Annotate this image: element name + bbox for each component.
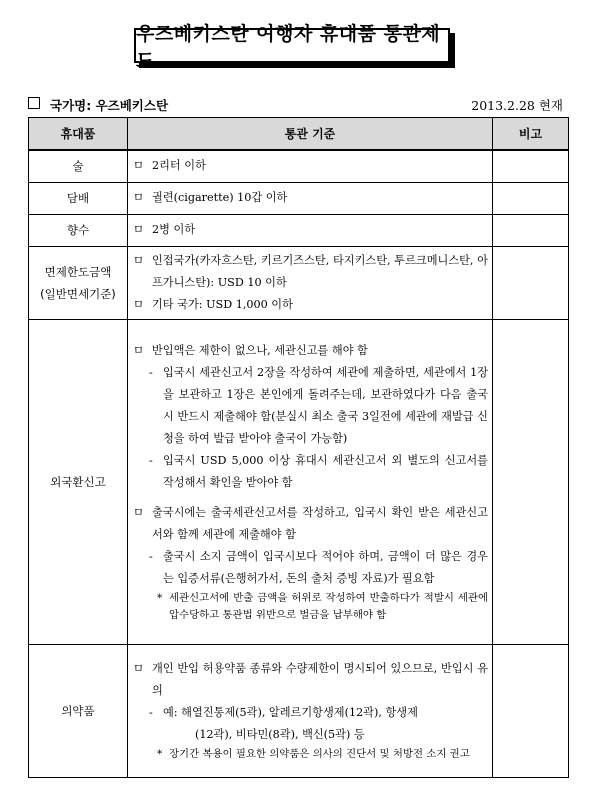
- table-row: [29, 246, 569, 319]
- list-item: - 예: 해열진통제(5곽), 알레르기항생제(12곽), 항생제: [141, 702, 488, 724]
- bullet-icon: ㅁ: [133, 191, 144, 204]
- criteria-cell: [128, 319, 493, 644]
- table-row: [29, 644, 569, 777]
- table-row: [29, 214, 569, 246]
- list-item-continuation: (12곽), 비타민(8곽), 백신(5곽) 등: [195, 728, 365, 741]
- category-cell: 의약품: [29, 644, 128, 777]
- list-item: - 입국시 USD 5,000 이상 휴대시 세관신고서 외 별도의 신고서를 작성해서 확인을 받아야 함: [141, 450, 488, 494]
- bullet-icon: ㅁ: [133, 159, 144, 173]
- category-cell: 담배: [29, 182, 128, 214]
- bullet-icon: ㅁ: [133, 343, 144, 357]
- category-cell: 외국환신고: [29, 319, 128, 644]
- remarks-cell: [493, 644, 569, 777]
- dash-icon: -: [149, 549, 153, 563]
- table-header-row: [29, 118, 569, 151]
- dash-icon: -: [149, 453, 153, 467]
- list-item: ㅁ 인접국가(카자흐스탄, 키르기즈스탄, 타지키스탄, 투르크메니스탄, 아프가니스탄): USD 10 이하: [133, 250, 488, 294]
- list-item: ㅁ 2병 이하: [133, 219, 488, 241]
- asterisk-icon: *: [157, 748, 163, 760]
- country-row: [28, 96, 568, 114]
- dash-icon: -: [149, 706, 153, 719]
- as-of-date: 2013.2.28 현재: [471, 98, 563, 113]
- criteria-cell: [128, 150, 493, 182]
- category-cell: 향수: [29, 214, 128, 246]
- page-title: 우즈베키스탄 여행자 휴대품 통관제도: [136, 22, 441, 72]
- country-label: 국가명: 우즈베키스탄: [50, 98, 169, 113]
- criteria-cell: [128, 246, 493, 319]
- remarks-cell: [493, 182, 569, 214]
- remarks-cell: [493, 150, 569, 182]
- note-item: * 세관신고서에 반출 금액을 허위로 작성하여 반출하다가 적발시 세관에 압수당하고 통관법 위반으로 벌금을 납부해야 함: [157, 591, 488, 621]
- title-box: [134, 22, 450, 72]
- bullet-icon: ㅁ: [133, 662, 144, 675]
- bullet-icon: ㅁ: [133, 223, 144, 236]
- dash-icon: -: [149, 365, 153, 379]
- bullet-icon: ㅁ: [133, 297, 144, 311]
- category-cell: 술: [29, 150, 128, 182]
- bullet-icon: ㅁ: [133, 505, 144, 519]
- criteria-cell: [128, 214, 493, 246]
- criteria-cell: [128, 644, 493, 777]
- criteria-cell: [128, 182, 493, 214]
- list-item: ㅁ 기타 국가: USD 1,000 이하: [133, 294, 488, 316]
- list-item: - 입국시 세관신고서 2장을 작성하여 세관에 제출하면, 세관에서 1장을 보관하고 1장은 본인에게 돌려주는데, 보관하였다가 다음 출국시 반드시 제출해야 함(분실시 최소 출국 3일전에 세관에 재발급 신청을 하여 발급 받아야 출국이 가능함): [141, 362, 488, 450]
- list-item: ㅁ 2리터 이하: [133, 155, 488, 177]
- table-row: [29, 150, 569, 182]
- column-header: 통관 기준: [128, 118, 493, 151]
- column-header: 휴대품: [29, 118, 128, 151]
- remarks-cell: [493, 246, 569, 319]
- column-header: 비고: [493, 118, 569, 151]
- list-item: ㅁ 개인 반입 허용약품 종류와 수량제한이 명시되어 있으므로, 반입시 유의: [133, 658, 488, 702]
- list-item: ㅁ 궐련(cigarette) 10갑 이하: [133, 187, 488, 209]
- note-item: * 장기간 복용이 필요한 의약품은 의사의 진단서 및 처방전 소지 권고: [147, 746, 488, 763]
- list-item: ㅁ 반입액은 제한이 없으나, 세관신고를 해야 함: [133, 340, 488, 362]
- list-item: ㅁ 출국시에는 출국세관신고서를 작성하고, 입국시 확인 받은 세관신고서와 함께 세관에 제출해야 함: [133, 502, 488, 546]
- remarks-cell: [493, 319, 569, 644]
- asterisk-icon: *: [157, 591, 163, 604]
- checkbox-icon: [28, 97, 40, 109]
- remarks-cell: [493, 214, 569, 246]
- table-row: [29, 182, 569, 214]
- bullet-icon: ㅁ: [133, 253, 144, 267]
- list-item: - 출국시 소지 금액이 입국시보다 적어야 하며, 금액이 더 많은 경우는 입증서류(은행허가서, 돈의 출처 증빙 자료)가 필요함: [141, 546, 488, 590]
- customs-table: [28, 117, 569, 778]
- category-cell: 면제한도금액 (일반면세기준): [29, 246, 128, 319]
- table-row: [29, 319, 569, 644]
